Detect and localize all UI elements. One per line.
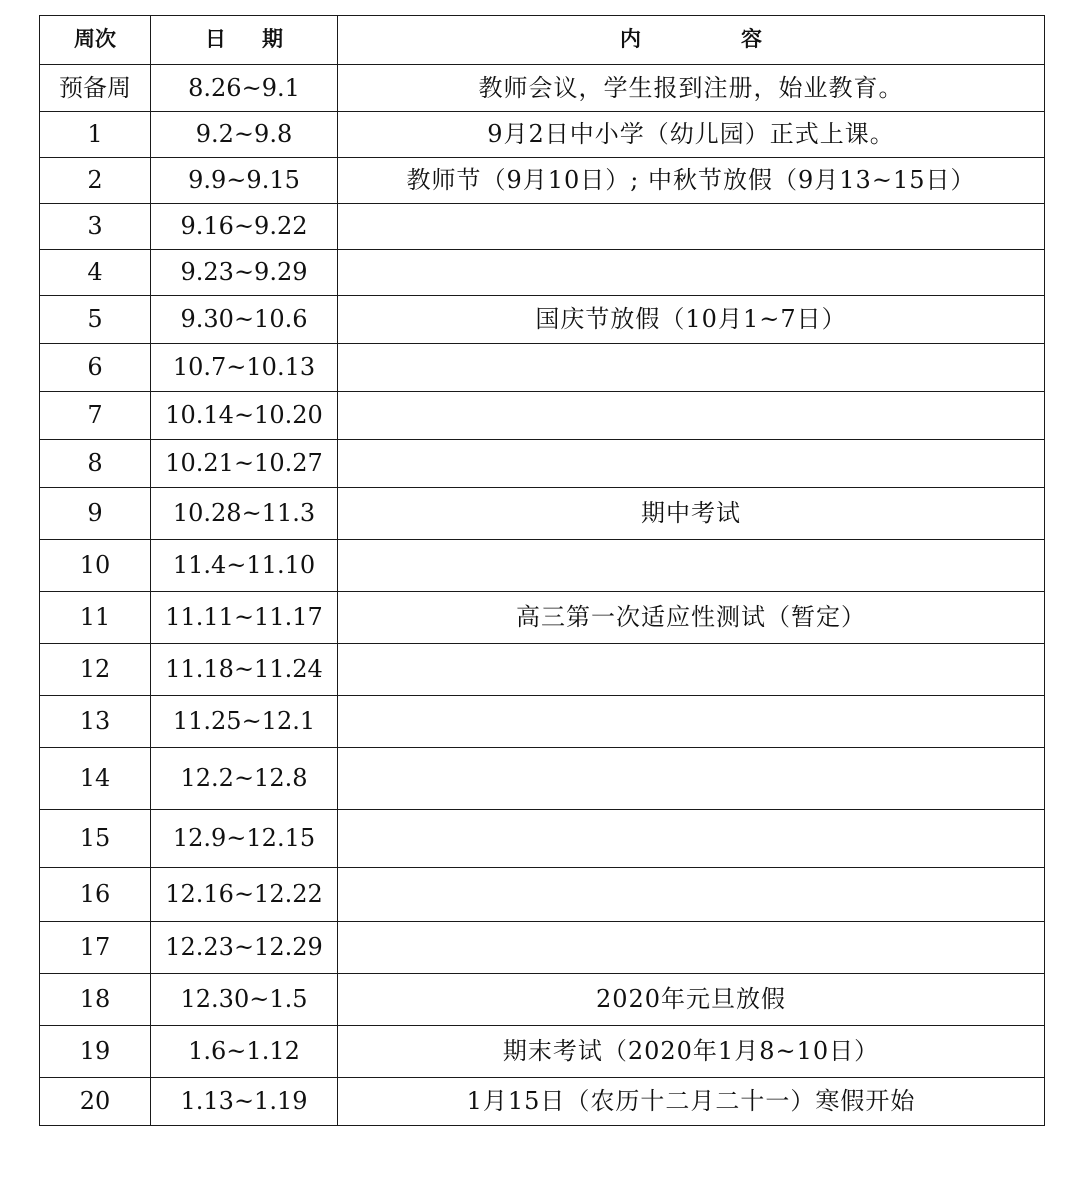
header-row — [40, 16, 1045, 65]
content-cell: 9月2日中小学（幼儿园）正式上课。 — [338, 112, 1045, 158]
week-cell: 8 — [40, 440, 151, 488]
content-cell: 2020年元旦放假 — [338, 974, 1045, 1026]
week-cell: 1 — [40, 112, 151, 158]
date-cell: 12.30~1.5 — [151, 974, 338, 1026]
content-cell — [338, 868, 1045, 922]
content-cell — [338, 810, 1045, 868]
content-cell — [338, 440, 1045, 488]
header-week-label: 周次 — [74, 27, 116, 52]
table-row — [40, 868, 1045, 922]
week-cell: 14 — [40, 748, 151, 810]
table-row — [40, 540, 1045, 592]
content-cell: 国庆节放假（10月1~7日） — [338, 296, 1045, 344]
table-row — [40, 922, 1045, 974]
date-cell: 10.7~10.13 — [151, 344, 338, 392]
date-cell: 10.14~10.20 — [151, 392, 338, 440]
table-row — [40, 440, 1045, 488]
date-cell: 9.9~9.15 — [151, 158, 338, 204]
content-cell — [338, 344, 1045, 392]
date-cell: 1.13~1.19 — [151, 1078, 338, 1126]
table-row — [40, 644, 1045, 696]
date-cell: 11.4~11.10 — [151, 540, 338, 592]
date-cell: 9.2~9.8 — [151, 112, 338, 158]
table-row — [40, 112, 1045, 158]
table-row — [40, 592, 1045, 644]
content-cell: 教师会议，学生报到注册，始业教育。 — [338, 65, 1045, 112]
table-row — [40, 65, 1045, 112]
date-cell: 12.16~12.22 — [151, 868, 338, 922]
week-cell: 7 — [40, 392, 151, 440]
table-row — [40, 392, 1045, 440]
content-cell — [338, 392, 1045, 440]
table-row — [40, 344, 1045, 392]
week-cell: 16 — [40, 868, 151, 922]
content-cell — [338, 922, 1045, 974]
schedule-table — [39, 15, 1045, 1126]
table-row — [40, 158, 1045, 204]
date-cell: 12.9~12.15 — [151, 810, 338, 868]
week-cell: 15 — [40, 810, 151, 868]
table-row — [40, 1026, 1045, 1078]
content-cell: 1月15日（农历十二月二十一）寒假开始 — [338, 1078, 1045, 1126]
table-row — [40, 974, 1045, 1026]
date-cell: 11.18~11.24 — [151, 644, 338, 696]
content-cell — [338, 644, 1045, 696]
week-cell: 2 — [40, 158, 151, 204]
week-cell: 11 — [40, 592, 151, 644]
content-cell — [338, 540, 1045, 592]
date-cell: 11.25~12.1 — [151, 696, 338, 748]
week-cell: 19 — [40, 1026, 151, 1078]
week-cell: 5 — [40, 296, 151, 344]
date-cell: 10.21~10.27 — [151, 440, 338, 488]
content-cell — [338, 250, 1045, 296]
week-cell: 6 — [40, 344, 151, 392]
date-cell: 9.16~9.22 — [151, 204, 338, 250]
date-cell: 10.28~11.3 — [151, 488, 338, 540]
week-cell: 9 — [40, 488, 151, 540]
week-cell: 18 — [40, 974, 151, 1026]
table-row — [40, 810, 1045, 868]
content-cell — [338, 204, 1045, 250]
table-row — [40, 748, 1045, 810]
header-date — [151, 16, 338, 65]
header-content — [338, 16, 1045, 65]
header-content-label: 内容 — [620, 27, 862, 52]
week-cell: 预备周 — [40, 65, 151, 112]
header-week — [40, 16, 151, 65]
week-cell: 12 — [40, 644, 151, 696]
date-cell: 12.23~12.29 — [151, 922, 338, 974]
content-cell: 教师节（9月10日）; 中秋节放假（9月13~15日） — [338, 158, 1045, 204]
content-cell: 期中考试 — [338, 488, 1045, 540]
table-row — [40, 204, 1045, 250]
table-row — [40, 696, 1045, 748]
date-cell: 1.6~1.12 — [151, 1026, 338, 1078]
week-cell: 20 — [40, 1078, 151, 1126]
table-row — [40, 296, 1045, 344]
table-row — [40, 250, 1045, 296]
date-cell: 11.11~11.17 — [151, 592, 338, 644]
schedule-body — [40, 65, 1045, 1126]
week-cell: 4 — [40, 250, 151, 296]
week-cell: 13 — [40, 696, 151, 748]
content-cell — [338, 748, 1045, 810]
week-cell: 17 — [40, 922, 151, 974]
content-cell: 高三第一次适应性测试（暂定） — [338, 592, 1045, 644]
date-cell: 9.30~10.6 — [151, 296, 338, 344]
table-row — [40, 1078, 1045, 1126]
week-cell: 10 — [40, 540, 151, 592]
header-date-label: 日期 — [205, 27, 319, 52]
week-cell: 3 — [40, 204, 151, 250]
content-cell: 期末考试（2020年1月8~10日） — [338, 1026, 1045, 1078]
content-cell — [338, 696, 1045, 748]
table-row — [40, 488, 1045, 540]
date-cell: 12.2~12.8 — [151, 748, 338, 810]
date-cell: 9.23~9.29 — [151, 250, 338, 296]
date-cell: 8.26~9.1 — [151, 65, 338, 112]
